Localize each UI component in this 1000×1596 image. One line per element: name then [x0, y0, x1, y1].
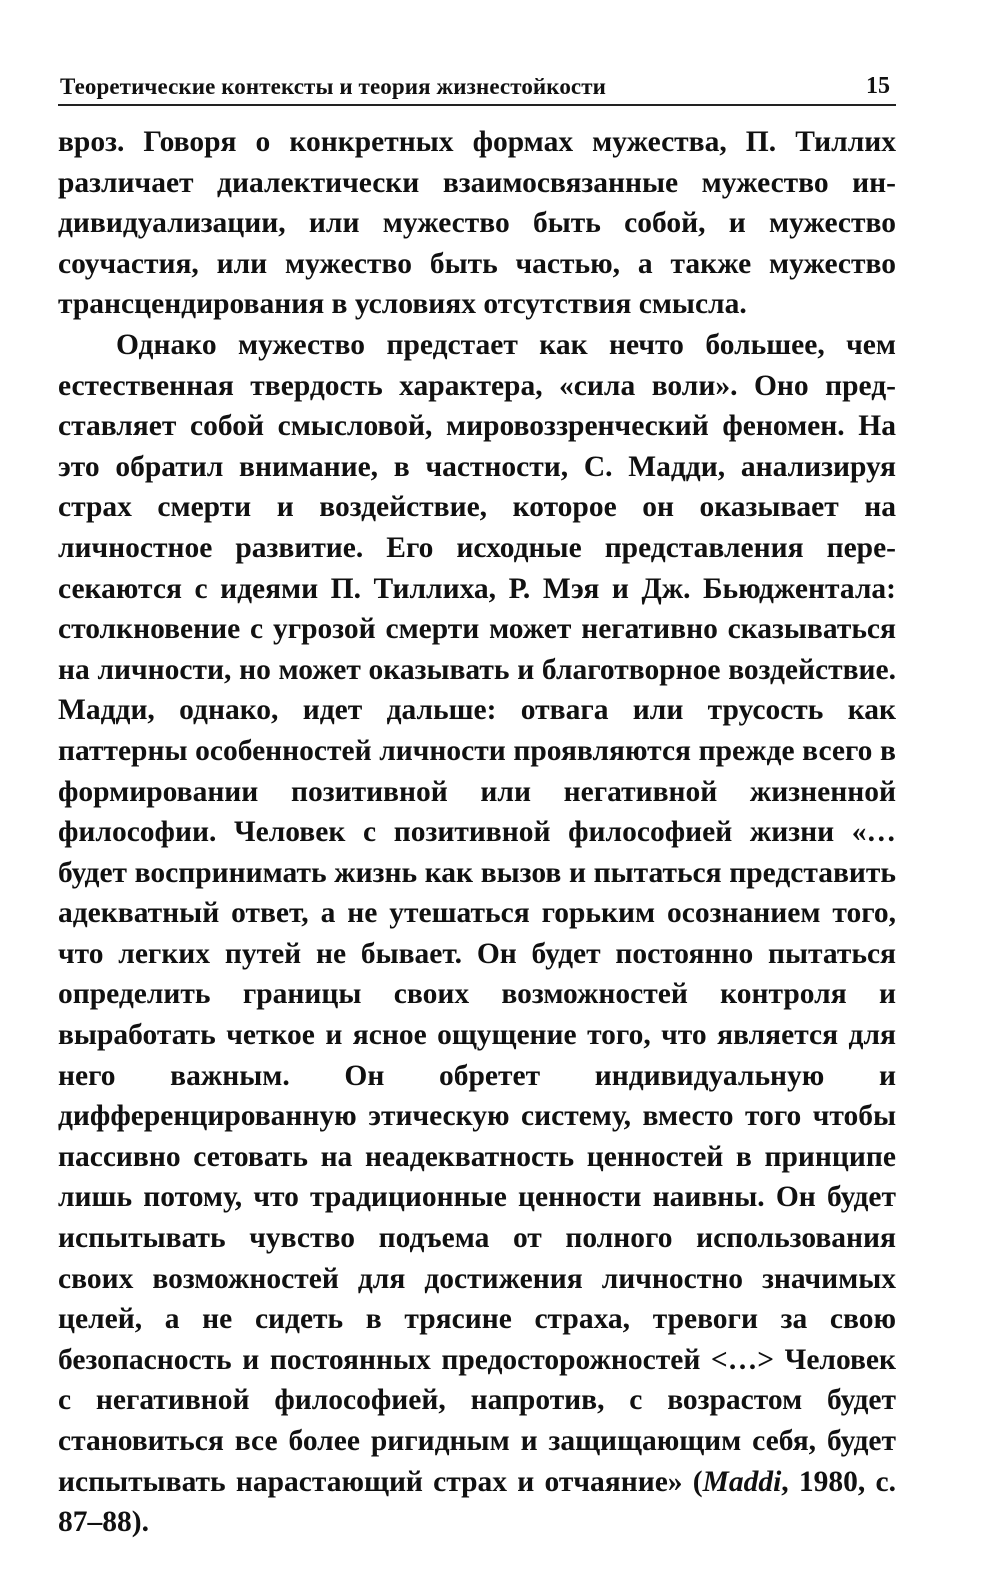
paragraph-1: вроз. Говоря о конкретных формах мужества, П. Тиллих различает диалектически взаимосвязанные мужество индивидуализации, или мужество быть собой, и мужество соучастия, или мужество быть частью, а также мужество трансцендирования в условиях отсутствия смысла. [58, 126, 896, 321]
citation-rest: , 1980, с. 87–88). [58, 1465, 896, 1539]
book-page [58, 62, 896, 1543]
running-title: Теоретические контексты и теория жизнестойкости [60, 74, 606, 99]
running-head [58, 62, 896, 106]
page-number: 15 [866, 73, 890, 99]
citation-author: Maddi [702, 1465, 782, 1498]
body-text [58, 122, 896, 1543]
paragraph-2-text: Однако мужество предстает как нечто большее, чем естественная твердость характера, «сила воли». Оно представляет собой смысловой, мировоззренческий феномен. На это обратил внимание, в частности, С. Мадди, анализируя страх смерти и воздействие, которое он оказывает на личностное развитие. Его исходные представления пересекаются с идеями П. Тиллиха, Р. Мэя и Дж. Бьюджентала: столкновение с угрозой смерти может негативно сказываться на личности, но может оказывать и благотворное воздействие. Мадди, однако, идет дальше: отвага или трусость как паттерны особенностей личности проявляются прежде всего в формировании позитивной или негативной жизненной философии. Человек с позитивной философией жизни «…будет воспринимать жизнь как вызов и пытаться представить адекватный ответ, а не утешаться горьким осознанием того, что легких путей не бывает. Он будет постоянно пытаться определить границы своих возможностей контроля и выработать четкое и ясное ощущение того, что является для него важным. Он обретет индивидуальную и дифференцированную этическую систему, вместо того чтобы пассивно сетовать на неадекватность ценностей в принципе лишь потому, что традиционные ценности наивны. Он будет испытывать чувство подъема от полного использования своих возможностей для достижения личностно значимых целей, а не сидеть в трясине страха, тревоги за свою безопасность и постоянных предосторожностей <…> Человек с негативной философией, напротив, с возрастом будет становиться все более ригидным и защищающим себя, будет испытывать нарастающий страх и отчаяние» ( [58, 328, 896, 1498]
paragraph-2 [58, 325, 896, 1543]
